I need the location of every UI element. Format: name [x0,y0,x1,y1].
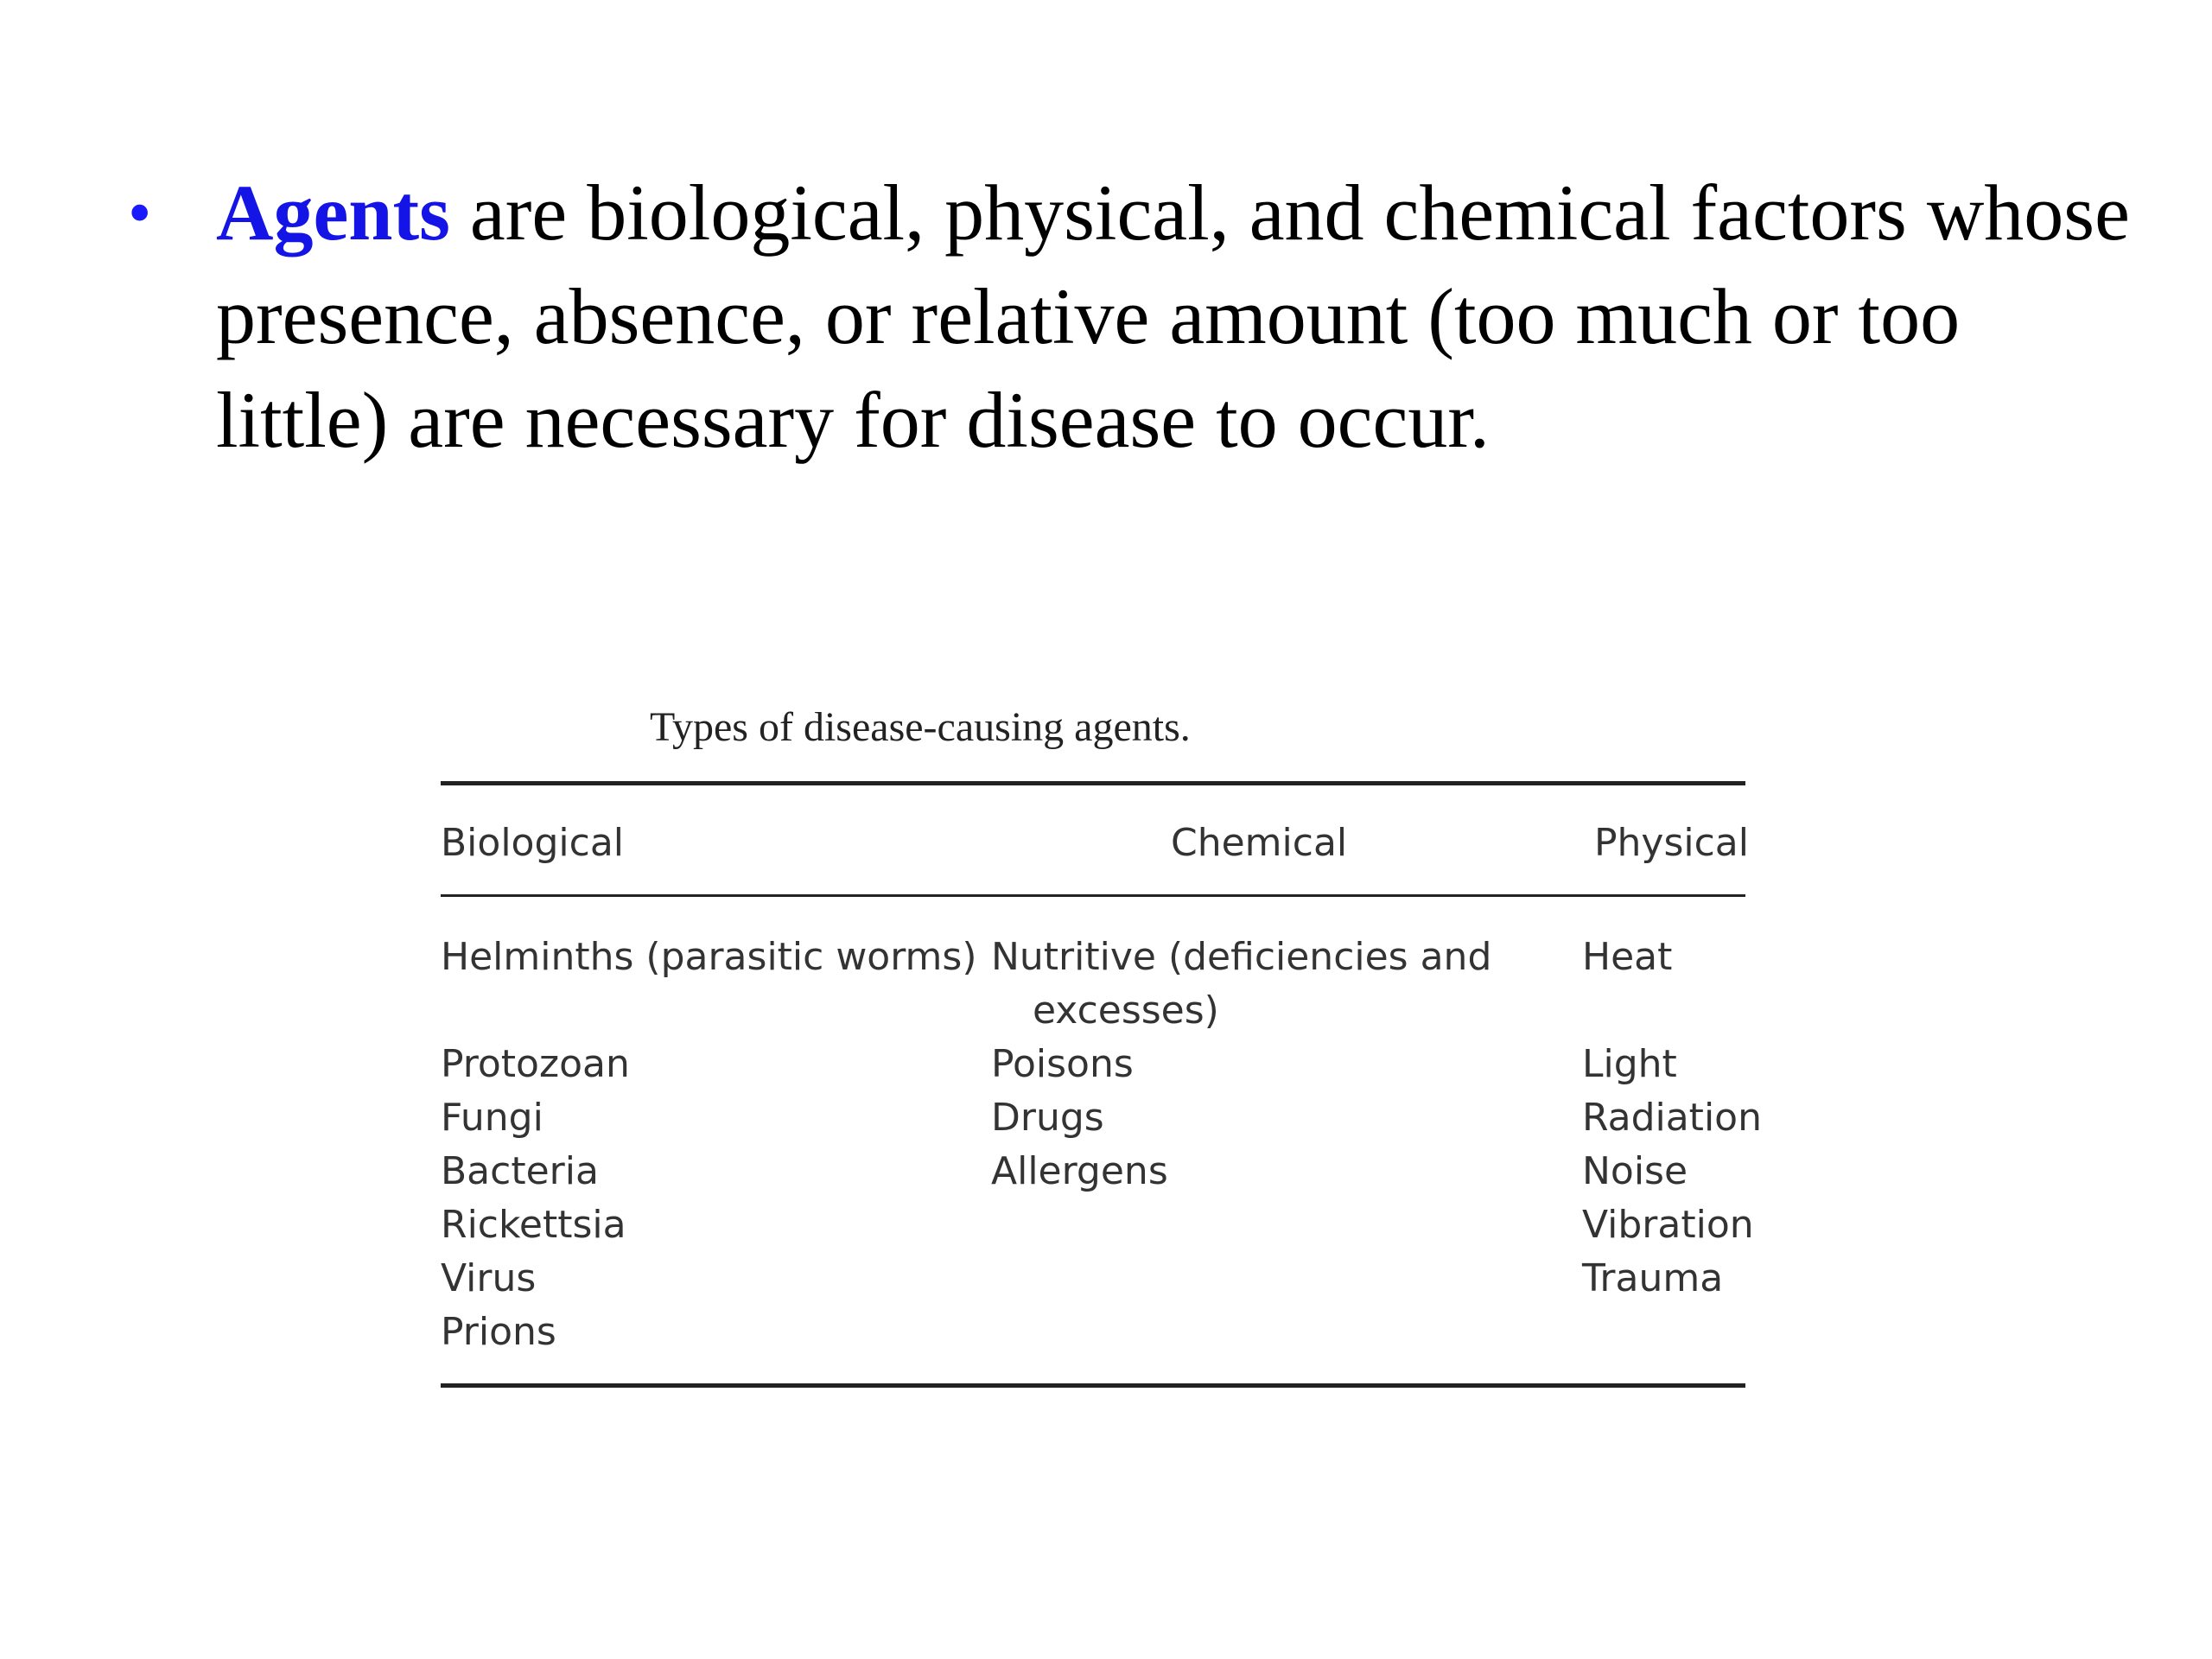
table-cell: Allergens [991,1149,1168,1193]
column-biological [441,931,977,1359]
table-bottom-rule [441,1383,1745,1388]
table-cell: Light [1582,1042,1677,1086]
column-header-biological: Biological [441,821,625,865]
table-cell: Heat [1582,935,1673,979]
table-caption: Types of disease-causing agents. [650,704,1191,750]
table-cell: Poisons [991,1042,1134,1086]
table-cell: Rickettsia [441,1203,626,1247]
table-cell: Drugs [991,1096,1104,1140]
column-chemical [991,931,1516,1198]
table-cell: Trauma [1582,1256,1724,1300]
table-cell: Noise [1582,1149,1688,1193]
bullet-term: Agents [216,168,450,257]
table-cell: Radiation [1582,1096,1762,1140]
table-header-rule [441,894,1745,897]
table-cell: Vibration [1582,1203,1754,1247]
bullet-text [216,161,2143,472]
table-cell: Helminths (parasitic worms) [441,935,977,979]
table-cell: Virus [441,1256,537,1300]
table-cell: Nutritive (deficiencies and excesses) [991,935,1492,1033]
column-physical [1582,931,1762,1306]
table-cell: Fungi [441,1096,543,1140]
column-header-physical: Physical [1594,821,1749,865]
table-top-rule [441,781,1745,785]
bullet-dot-icon: • [128,175,152,250]
column-header-chemical: Chemical [1171,821,1348,865]
table-cell: Prions [441,1310,556,1354]
bullet-body: are biological, physical, and chemical factors whose presence, absence, or relative amount (too much or too little) are necessary for disease to occur. [216,168,2130,464]
table-cell: Protozoan [441,1042,630,1086]
table-cell: Bacteria [441,1149,599,1193]
